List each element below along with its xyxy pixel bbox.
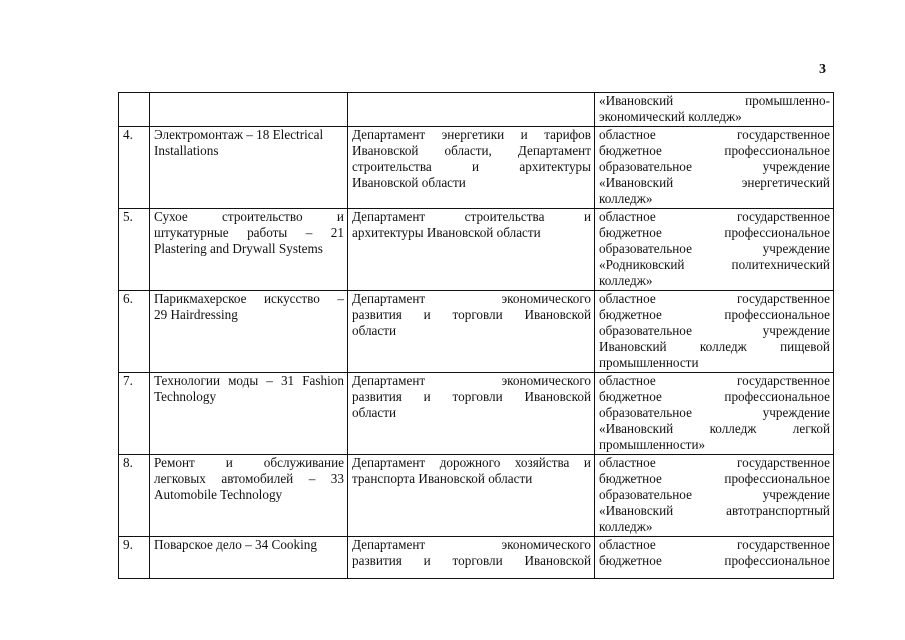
table-row-continuation xyxy=(119,93,834,127)
cell-department: Департамент строительства и архитектуры Ивановской области xyxy=(348,209,595,291)
table-row xyxy=(119,127,834,209)
cell-competency: Сухое строительство и штукатурные работы – 21 Plastering and Drywall Systems xyxy=(150,209,348,291)
table-row xyxy=(119,209,834,291)
cell-organization: областное государственное бюджетное профессиональное образовательное учреждение «Ивановский колледж легкой промышленности» xyxy=(595,373,834,455)
cell-number: 8. xyxy=(119,455,150,537)
cell-competency: Парикмахерское искусство – 29 Hairdressing xyxy=(150,291,348,373)
table-row xyxy=(119,373,834,455)
departments-table xyxy=(118,92,834,579)
cell-competency: Электромонтаж – 18 Electrical Installations xyxy=(150,127,348,209)
cell-organization: областное государственное бюджетное профессиональное образовательное учреждение «Ивановский энергетический колледж» xyxy=(595,127,834,209)
cell-competency: Технологии моды – 31 Fashion Technology xyxy=(150,373,348,455)
cell-number: 4. xyxy=(119,127,150,209)
cell-number xyxy=(119,93,150,127)
cell-number: 5. xyxy=(119,209,150,291)
cell-organization: областное государственное бюджетное профессиональное образовательное учреждение Ивановский колледж пищевой промышленности xyxy=(595,291,834,373)
cell-department: Департамент энергетики и тарифов Ивановской области, Департамент строительства и архитектуры Ивановской области xyxy=(348,127,595,209)
cell-number: 7. xyxy=(119,373,150,455)
cell-department: Департамент экономического развития и торговли Ивановской области xyxy=(348,291,595,373)
table-row xyxy=(119,291,834,373)
cell-department: Департамент экономического развития и торговли Ивановской xyxy=(348,537,595,579)
cell-department: Департамент экономического развития и торговли Ивановской области xyxy=(348,373,595,455)
cell-department: Департамент дорожного хозяйства и транспорта Ивановской области xyxy=(348,455,595,537)
cell-organization: «Ивановский промышленно- экономический колледж» xyxy=(595,93,834,127)
cell-organization: областное государственное бюджетное профессиональное xyxy=(595,537,834,579)
cell-organization: областное государственное бюджетное профессиональное образовательное учреждение «Ивановский автотранспортный колледж» xyxy=(595,455,834,537)
table-row xyxy=(119,455,834,537)
cell-competency: Ремонт и обслуживание легковых автомобилей – 33 Automobile Technology xyxy=(150,455,348,537)
table-row xyxy=(119,537,834,579)
cell-competency: Поварское дело – 34 Cooking xyxy=(150,537,348,579)
cell-number: 9. xyxy=(119,537,150,579)
cell-competency xyxy=(150,93,348,127)
cell-department xyxy=(348,93,595,127)
page-number: 3 xyxy=(819,62,826,77)
cell-organization: областное государственное бюджетное профессиональное образовательное учреждение «Родниковский политехнический колледж» xyxy=(595,209,834,291)
cell-number: 6. xyxy=(119,291,150,373)
